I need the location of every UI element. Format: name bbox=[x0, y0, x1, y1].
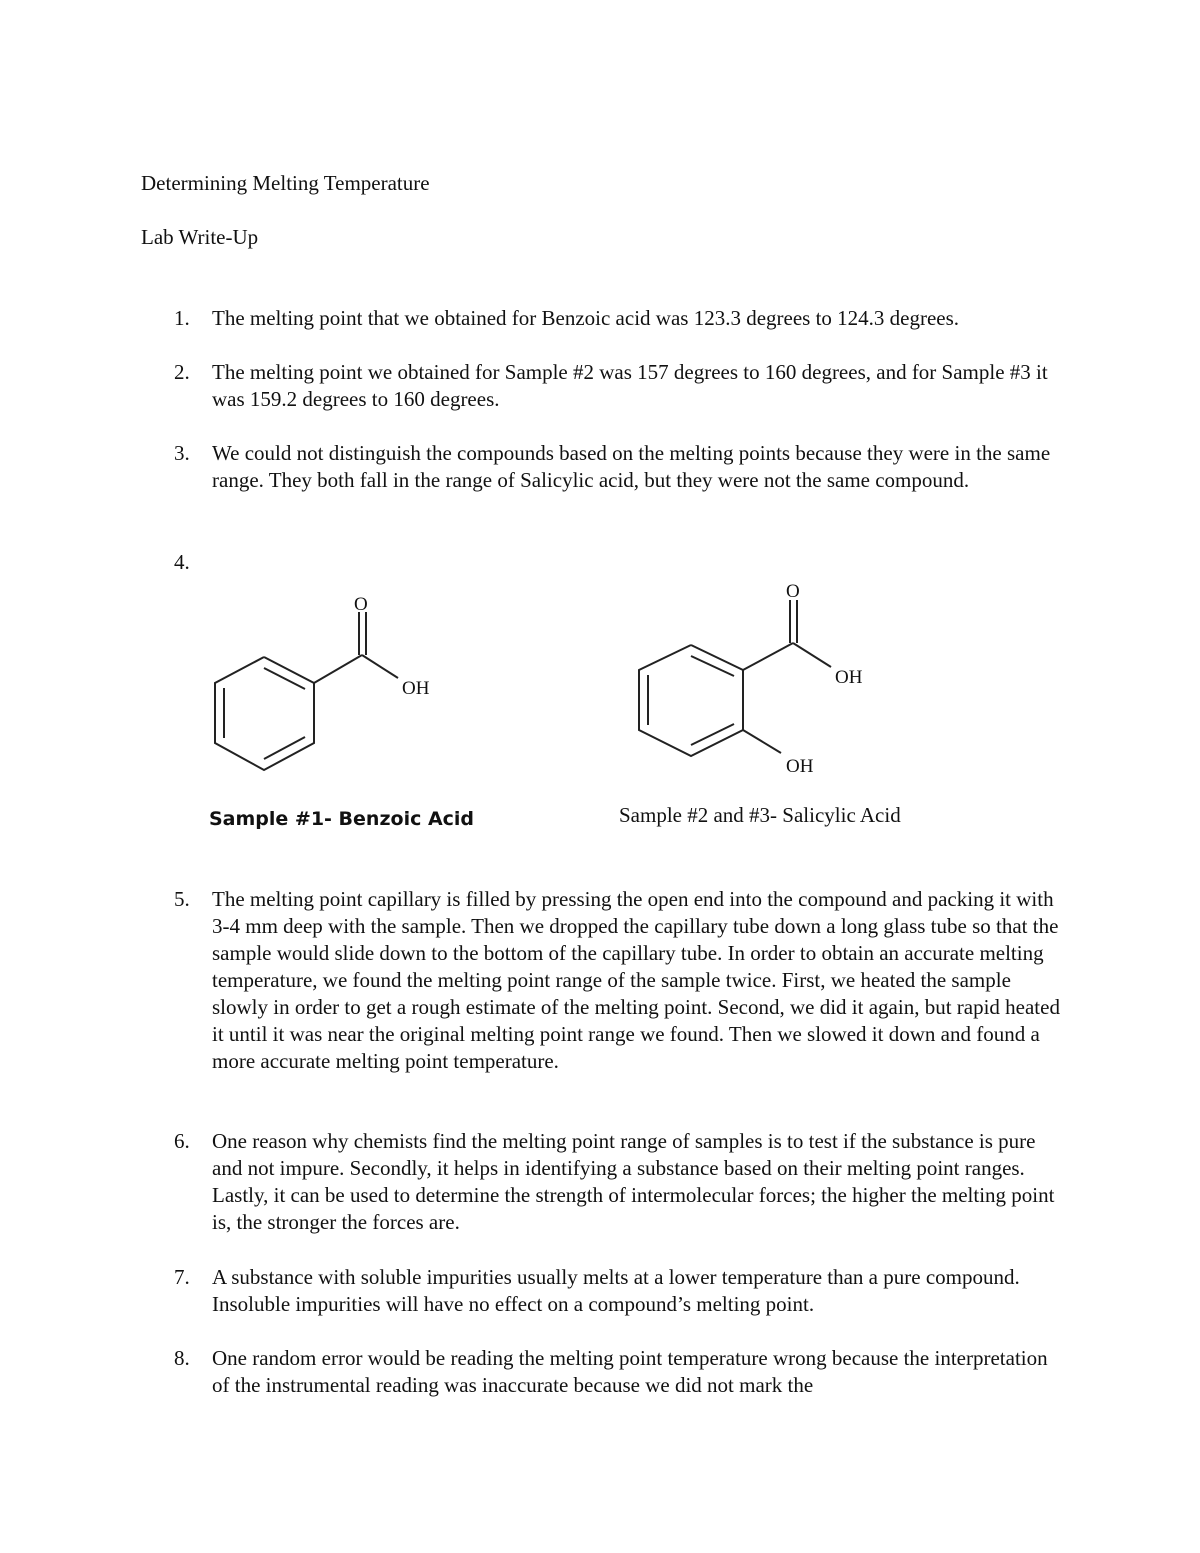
list-item-number: 3. bbox=[174, 441, 190, 465]
salicylic-acid-caption: Sample #2 and #3- Salicylic Acid bbox=[619, 803, 901, 827]
salicylic-acid-structure bbox=[625, 575, 925, 785]
list-item-number: 1. bbox=[174, 306, 190, 330]
list-item bbox=[174, 1264, 1064, 1318]
list-item bbox=[174, 1128, 1064, 1236]
oxygen-label: O bbox=[786, 581, 800, 602]
document-title: Determining Melting Temperature bbox=[141, 171, 430, 195]
carboxyl-group bbox=[314, 612, 398, 683]
benzoic-acid-caption: Sample #1- Benzoic Acid bbox=[209, 808, 475, 830]
list-item-number: 6. bbox=[174, 1129, 190, 1153]
list-item bbox=[174, 886, 1064, 1075]
list-item-text: One random error would be reading the melting point temperature wrong because the interpretation of the instrumental reading was inaccurate because we did not mark the bbox=[212, 1346, 1048, 1397]
document-subtitle: Lab Write-Up bbox=[141, 225, 259, 249]
list-item-number: 2. bbox=[174, 360, 190, 384]
list-item-number: 7. bbox=[174, 1265, 190, 1289]
hydroxyl-bond bbox=[743, 730, 781, 753]
list-item-text: The melting point that we obtained for Benzoic acid was 123.3 degrees to 124.3 degrees. bbox=[212, 306, 960, 330]
list-item-number: 5. bbox=[174, 887, 190, 911]
list-item-number: 8. bbox=[174, 1346, 190, 1370]
benzoic-acid-structure bbox=[200, 590, 460, 790]
list-item-text: The melting point capillary is filled by pressing the open end into the compound and packing it with 3-4 mm deep with the sample. Then we dropped the capillary tube down a long glass tube so that the sample would slide down to the bottom of the capillary tube. In order to obtain an accurate melting temperature, we found the melting point range of the sample twice. First, we heated the sample slowly in order to get a rough estimate of the melting point. Second, we did it again, but rapid heated it until it was near the original melting point range we found. Then we slowed it down and found a more accurate melting point temperature. bbox=[212, 887, 1060, 1073]
list-item bbox=[174, 1345, 1064, 1399]
list-item-text: One reason why chemists find the melting point range of samples is to test if the substance is pure and not impure. Secondly, it helps in identifying a substance based on their melting point ranges. Lastly, it can be used to determine the strength of intermolecular forces; the higher the melting point is, the stronger the forces are. bbox=[212, 1129, 1055, 1234]
list-item bbox=[174, 359, 1064, 413]
list-item-text: A substance with soluble impurities usually melts at a lower temperature than a pure compound. Insoluble impurities will have no effect on a compound’s melting point. bbox=[212, 1265, 1020, 1316]
list-item-number: 4. bbox=[174, 550, 190, 574]
list-item-text: We could not distinguish the compounds based on the melting points because they were in the same range. They both fall in the range of Salicylic acid, but they were not the same compound. bbox=[212, 441, 1051, 492]
benzene-ring bbox=[639, 645, 743, 756]
phenol-hydroxyl-label: OH bbox=[786, 756, 814, 777]
benzene-ring bbox=[215, 657, 314, 770]
hydroxyl-label: OH bbox=[402, 678, 430, 699]
carboxyl-group bbox=[743, 600, 831, 670]
list-item-text: The melting point we obtained for Sample #2 was 157 degrees to 160 degrees, and for Sample #3 it was 159.2 degrees to 160 degrees. bbox=[212, 360, 1048, 411]
list-item bbox=[174, 440, 1064, 494]
oxygen-label: O bbox=[354, 594, 368, 615]
hydroxyl-label: OH bbox=[835, 667, 863, 688]
list-item bbox=[174, 305, 1064, 332]
